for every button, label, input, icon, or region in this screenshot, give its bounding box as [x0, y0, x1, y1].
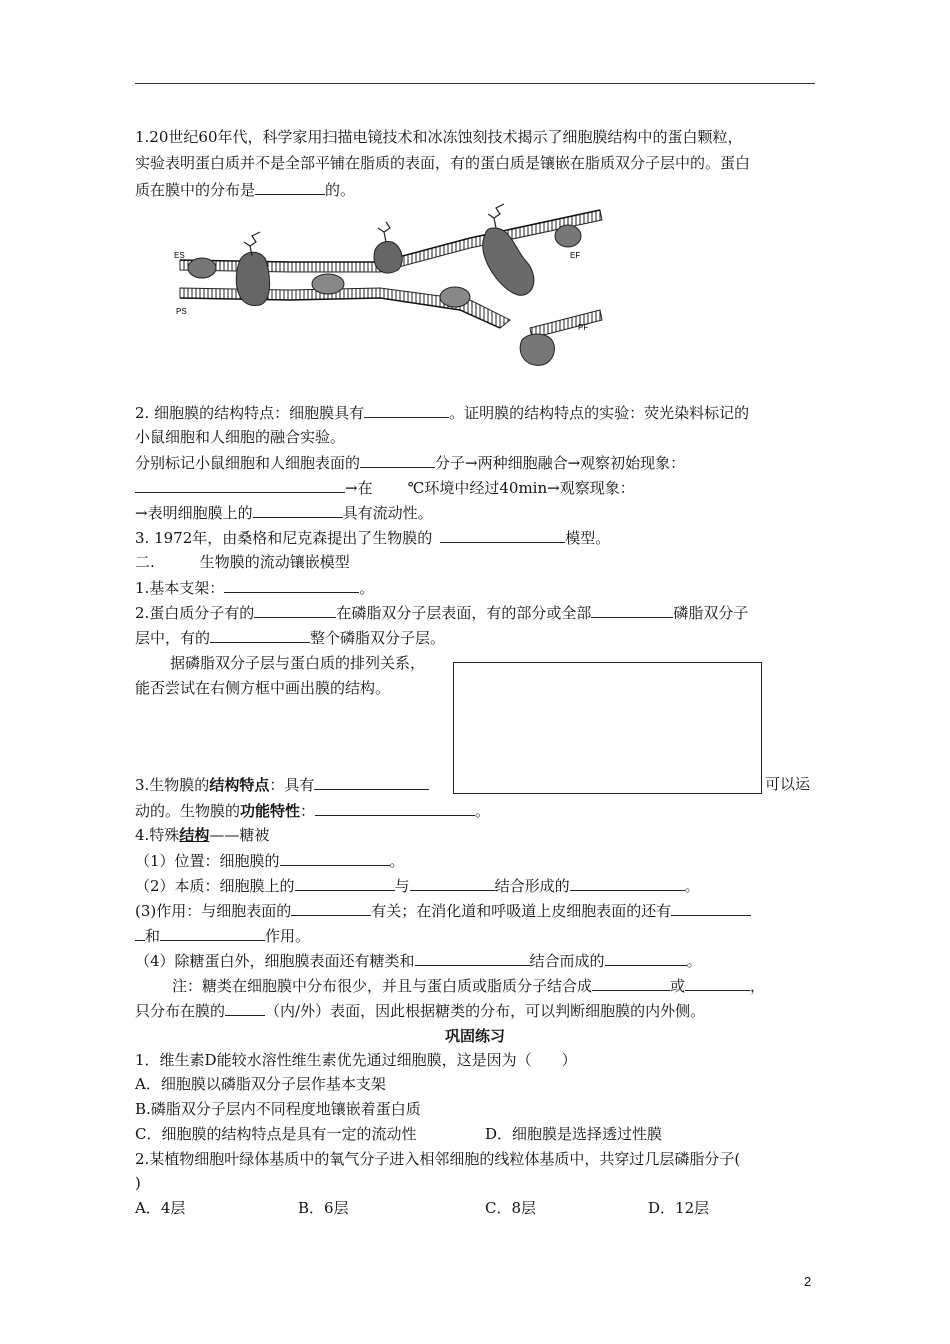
blank[interactable]	[360, 452, 435, 468]
text: 2. 细胞膜的结构特点：细胞膜具有	[135, 404, 365, 422]
blank[interactable]	[135, 925, 145, 941]
blank[interactable]	[314, 774, 429, 790]
label-es: ES	[174, 251, 185, 260]
blank[interactable]	[591, 602, 673, 618]
draw-prompt-line2: 能否尝试在右侧方框中画出膜的结构。	[135, 679, 391, 697]
header-rule	[135, 83, 815, 84]
model-item3-cont: 可以运	[765, 775, 811, 793]
text: →在	[345, 479, 373, 497]
text: ，	[750, 977, 766, 995]
blank[interactable]	[410, 875, 495, 891]
text: 结合形成的	[494, 877, 570, 895]
text: 有关；在消化道和呼吸道上皮细胞表面的还有	[371, 902, 672, 920]
item2-line2: 小鼠细胞和人细胞的融合实验。	[135, 428, 346, 446]
text: 结合而成的	[529, 952, 605, 970]
text: 磷脂双分子	[673, 604, 749, 622]
text: 。	[389, 852, 405, 870]
text: (3)作用：与细胞表面的	[135, 902, 292, 920]
item2-line1	[135, 402, 749, 423]
text: 作用。	[265, 927, 311, 945]
text: （内/外）表面，因此根据糖类的分布，可以判断细胞膜的内外侧。	[265, 1002, 706, 1020]
text-bold-underline: 结构	[179, 826, 210, 844]
text: 的。	[325, 181, 356, 199]
glycocalyx-2	[135, 875, 700, 896]
label-ef: EF	[570, 251, 581, 260]
blank[interactable]	[254, 602, 336, 618]
model-item4	[135, 825, 269, 845]
text: 模型。	[565, 529, 611, 547]
text: ：具有	[269, 776, 315, 794]
item2-line5	[135, 502, 433, 523]
text-bold: 结构特点	[209, 776, 270, 794]
item3-line	[135, 527, 610, 548]
label-pf: PF	[578, 323, 589, 332]
text: 或	[670, 977, 686, 995]
text: 分别标记小鼠细胞和人细胞表面的	[135, 454, 361, 472]
text: 1.基本支架：	[135, 579, 225, 597]
text: 动的。生物膜的	[135, 802, 241, 820]
text: 质在膜中的分布是	[135, 181, 256, 199]
blank[interactable]	[224, 577, 359, 593]
blank[interactable]	[415, 950, 530, 966]
heading-num: 二.	[135, 553, 155, 571]
model-item3-line1	[135, 774, 429, 795]
text: 分子→两种细胞融合→观察初始现象：	[435, 454, 686, 472]
text: 。	[359, 579, 375, 597]
text: 注：糖类在细胞膜中分布很少，并且与蛋白质或脂质分子结合成	[172, 977, 593, 995]
glycocalyx-4	[135, 950, 702, 971]
text: 只分布在膜的	[135, 1002, 226, 1020]
q2-option-b[interactable]: B．6层	[298, 1199, 349, 1217]
blank[interactable]	[280, 850, 390, 866]
note-line2	[135, 1000, 705, 1021]
q1-option-d[interactable]: D．细胞膜是选择透过性膜	[485, 1125, 663, 1143]
drawing-box[interactable]	[453, 662, 762, 794]
text: 。	[686, 952, 702, 970]
item2-line4	[135, 477, 635, 498]
q1-option-a[interactable]: A．细胞膜以磷脂双分子层作基本支架	[135, 1075, 386, 1093]
blank[interactable]	[225, 1000, 265, 1016]
text: 整个磷脂双分子层。	[310, 629, 446, 647]
model-item2-line2	[135, 627, 445, 648]
text: 。	[475, 802, 491, 820]
q2-option-a[interactable]: A．4层	[135, 1199, 186, 1217]
blank[interactable]	[160, 925, 265, 941]
item2-line3	[135, 452, 685, 473]
glycocalyx-1	[135, 850, 405, 871]
para1-line2: 实验表明蛋白质并不是全部平铺在脂质的表面，有的蛋白质是镶嵌在脂质双分子层中的。蛋白	[135, 154, 751, 172]
question-2-cont: )	[135, 1174, 141, 1192]
text: （2）本质：细胞膜上的	[135, 877, 295, 895]
text: 层中，有的	[135, 629, 211, 647]
glycocalyx-3-cont	[135, 925, 310, 946]
text: 和	[145, 927, 161, 945]
text: （4）除糖蛋白外，细胞膜表面还有糖类和	[135, 952, 415, 970]
blank[interactable]	[671, 900, 751, 916]
q1-option-c[interactable]: C．细胞膜的结构特点是具有一定的流动性	[135, 1125, 417, 1143]
q1-option-b[interactable]: B.磷脂双分子层内不同程度地镶嵌着蛋白质	[135, 1100, 421, 1118]
text: 3. 1972年，由桑格和尼克森提出了生物膜的	[135, 529, 433, 547]
blank[interactable]	[315, 800, 475, 816]
text: 3.生物膜的	[135, 776, 210, 794]
blank[interactable]	[253, 502, 343, 518]
text: 2.蛋白质分子有的	[135, 604, 255, 622]
blank[interactable]	[570, 875, 685, 891]
model-item1	[135, 577, 374, 598]
note-line1	[172, 975, 765, 996]
para1-line1: 1.20世纪60年代，科学家用扫描电镜技术和冰冻蚀刻技术揭示了细胞膜结构中的蛋白颗粒，	[135, 128, 743, 146]
text: ——糖被	[209, 826, 270, 844]
practice-title: 巩固练习	[444, 1027, 505, 1045]
blank[interactable]	[605, 950, 687, 966]
blank[interactable]	[210, 627, 310, 643]
blank[interactable]	[255, 179, 325, 195]
text: 。	[684, 877, 700, 895]
text: 在磷脂双分子层表面，有的部分或全部	[336, 604, 592, 622]
text: 。证明膜的结构特点的实验：荧光染料标记的	[449, 404, 750, 422]
question-2: 2.某植物细胞叶绿体基质中的氧气分子进入相邻细胞的线粒体基质中，共穿过几层磷脂分子(	[135, 1150, 741, 1168]
text: 4.特殊	[135, 826, 180, 844]
blank[interactable]	[364, 402, 449, 418]
model-item3-line2	[135, 800, 490, 821]
text: 与	[394, 877, 410, 895]
para1-line3	[135, 179, 355, 200]
text: →表明细胞膜上的	[135, 504, 253, 522]
membrane-freeze-fracture-figure	[170, 200, 610, 370]
blank[interactable]	[291, 900, 371, 916]
q2-option-d[interactable]: D．12层	[648, 1199, 710, 1217]
blank[interactable]	[135, 477, 345, 493]
heading-text: 生物膜的流动镶嵌模型	[199, 553, 350, 571]
draw-prompt-line1: 据磷脂双分子层与蛋白质的排列关系，	[170, 654, 426, 672]
section-heading	[135, 552, 350, 572]
blank[interactable]	[440, 527, 565, 543]
label-ps: PS	[176, 307, 187, 316]
glycocalyx-3	[135, 900, 751, 921]
page-number: 2	[804, 1274, 812, 1289]
model-item2-line1	[135, 602, 748, 623]
q2-option-c[interactable]: C．8层	[485, 1199, 537, 1217]
blank[interactable]	[592, 975, 670, 991]
text-bold: 功能特性	[240, 802, 301, 820]
blank[interactable]	[685, 975, 750, 991]
text: ℃环境中经过40min→观察现象：	[407, 479, 635, 497]
blank[interactable]	[295, 875, 395, 891]
text: ：	[300, 802, 316, 820]
text: 具有流动性。	[342, 504, 433, 522]
question-1: 1．维生素D能较水溶性维生素优先通过细胞膜，这是因为（ ）	[135, 1051, 577, 1069]
text: （1）位置：细胞膜的	[135, 852, 280, 870]
